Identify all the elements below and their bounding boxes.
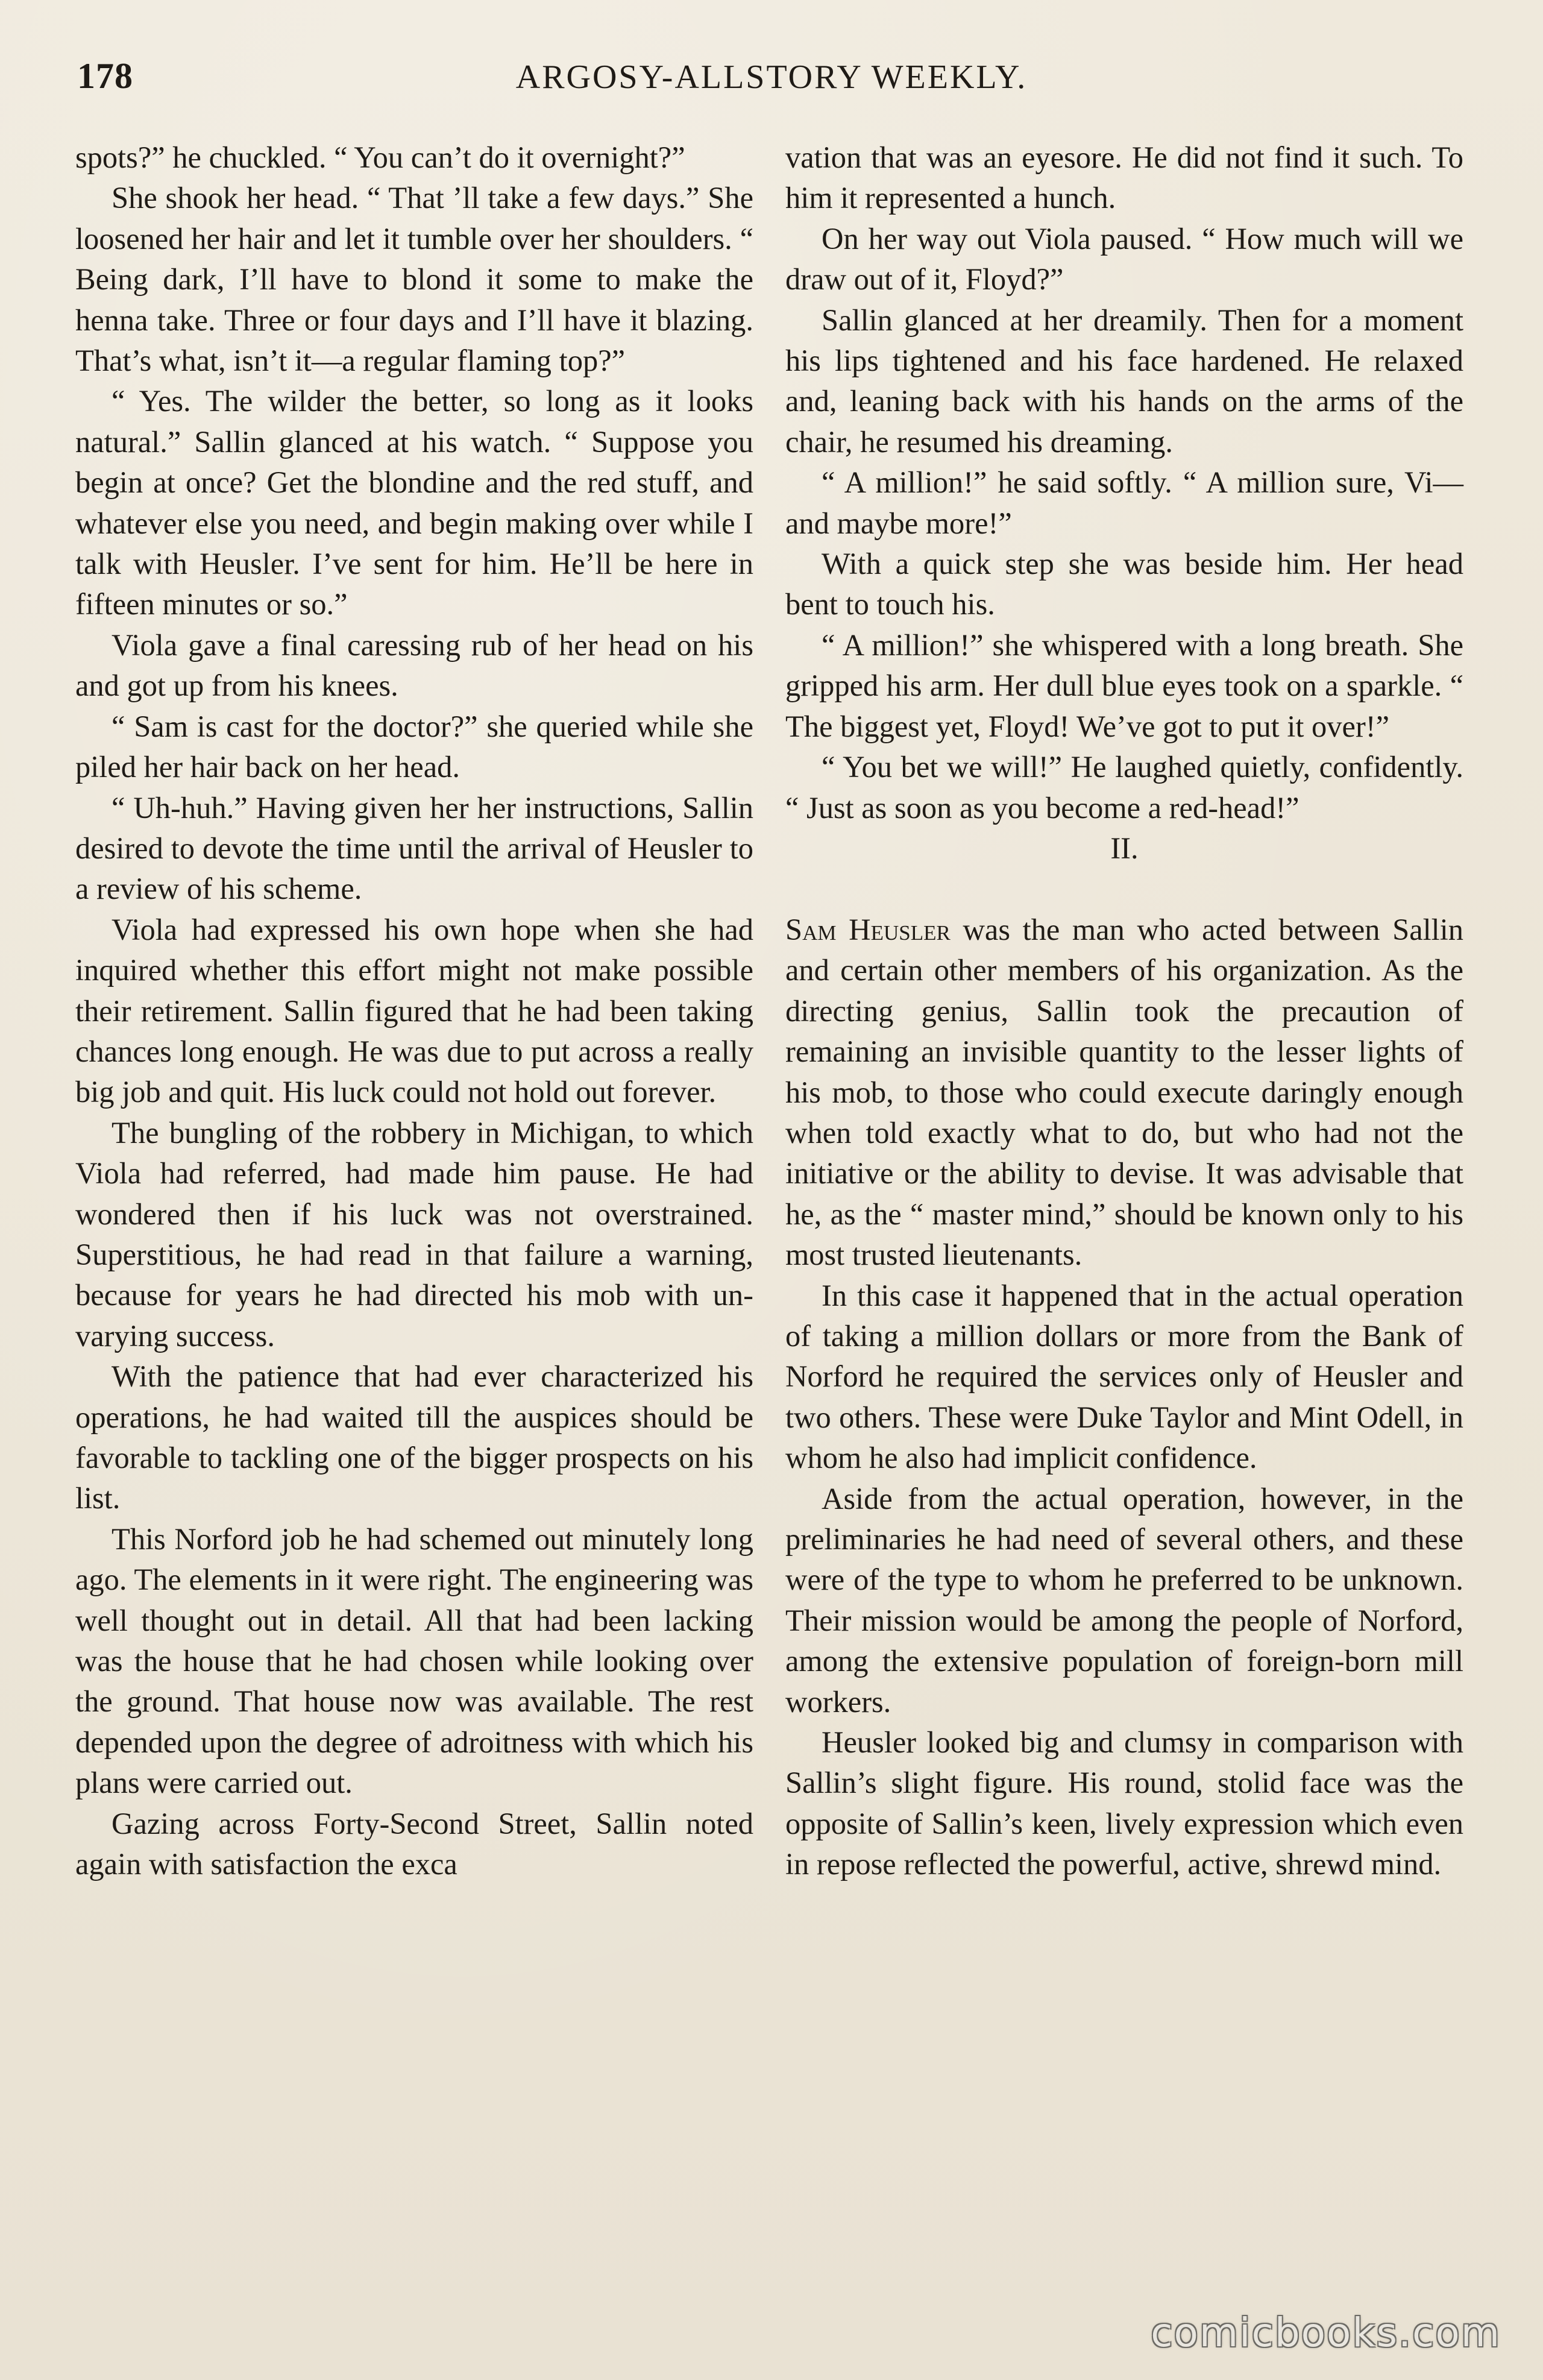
paragraph: Sallin glanced at her dreamily. Then for a moment his lips tightened and his face hardened. He relaxed and, leaning back with his hands on the arms of the chair, he resumed his dreaming. bbox=[785, 303, 1463, 459]
paragraph: “ You bet we will!” He laughed quietly, confidently. “ Just as soon as you become a red-head!” bbox=[785, 750, 1463, 825]
paragraph: The bungling of the robbery in Michigan, to which Viola had referred, had made him pause. He had wondered then if his luck was not overstrained. Superstitious, he had read in that failure a warning, because for years he had directed his mob with unvarying success. bbox=[75, 1115, 753, 1353]
left-column bbox=[75, 137, 753, 1884]
paragraph: “ Yes. The wilder the better, so long as it looks natural.” Sallin glanced at his watch. “ Suppose you begin at once? Get the blondine and the red stuff, and whatever else you need, and begin making over while I talk with Heusler. I’ve sent for him. He’ll be here in fifteen minutes or so.” bbox=[75, 384, 753, 622]
paragraph: Viola gave a final caressing rub of her head on his and got up from his knees. bbox=[75, 628, 753, 703]
lead-text: was the man who acted between Sallin and certain other members of his organization. As the directing genius, Sallin took the precaution of remaining an invisible quantity to the lesser lights of his mob, to those who could execute daringly enough when told exactly what to do, but who had not the initiative or the ability to devise. It was advisable that he, as the “ master mind,” should be known only to his most trusted lieutenants. bbox=[785, 912, 1463, 1272]
paragraph: Aside from the actual operation, however, in the preliminaries he had need of several others, and these were of the type to whom he preferred to be unknown. Their mission would be among the people of Norford, among the extensive population of foreign-born mill workers. bbox=[785, 1481, 1463, 1719]
page-number: 178 bbox=[77, 56, 133, 96]
page-header bbox=[72, 55, 1471, 110]
paragraph: Viola had expressed his own hope when she had inquired whether this effort might not make possible their retirement. Sallin figured that he had been taking chances long enough. He was due to put across a really big job and quit. His luck could not hold out forever. bbox=[75, 912, 753, 1109]
running-title: ARGOSY-ALLSTORY WEEKLY. bbox=[515, 58, 1028, 96]
section-heading: II. bbox=[1110, 831, 1139, 865]
paragraph: “ Uh-huh.” Having given her her instructions, Sallin desired to devote the time until the arrival of Heusler to a review of his scheme. bbox=[75, 790, 753, 906]
paragraph: Heusler looked big and clumsy in comparison with Sallin’s slight figure. His round, stolid face was the opposite of Sallin’s keen, lively expression which even in repose reflected the powerful, active, shrewd mind. bbox=[785, 1725, 1463, 1881]
watermark: comicbooks.com bbox=[1151, 2309, 1501, 2356]
paragraph: vation that was an eyesore. He did not find it such. To him it represented a hunch. bbox=[785, 140, 1463, 215]
paragraph: With the patience that had ever characterized his operations, he had waited till the auspices should be favorable to tackling one of the bigger prospects on his list. bbox=[75, 1359, 753, 1516]
paragraph: On her way out Viola paused. “ How much will we draw out of it, Floyd?” bbox=[785, 221, 1463, 297]
paragraph: With a quick step she was beside him. Her head bent to touch his. bbox=[785, 547, 1463, 622]
paragraph: She shook her head. “ That ’ll take a few days.” She loosened her hair and let it tumble over her shoulders. “ Being dark, I’ll have to blond it some to make the henna take. Three or four days and I’ll have it blazing. That’s what, isn’t it—a regular flaming top?” bbox=[75, 181, 753, 378]
paragraph: Gazing across Forty-Second Street, Sallin noted again with satisfaction the exca bbox=[75, 1806, 753, 1881]
right-column bbox=[785, 137, 1463, 1885]
paragraph: “ A million!” he said softly. “ A million sure, Vi—and maybe more!” bbox=[785, 465, 1463, 540]
paragraph: “ Sam is cast for the doctor?” she queried while she piled her hair back on her head. bbox=[75, 709, 753, 784]
paragraph: This Norford job he had schemed out minutely long ago. The elements in it were right. The engineering was well thought out in detail. All that had been lacking was the house that he had chosen while looking over the ground. That house now was available. The rest depended upon the degree of adroitness with which his plans were carried out. bbox=[75, 1522, 753, 1800]
paragraph: “ A million!” she whispered with a long breath. She gripped his arm. Her dull blue eyes took on a sparkle. “ The biggest yet, Floyd! We’ve got to put it over!” bbox=[785, 628, 1463, 743]
lead-name: Sam Heusler bbox=[785, 912, 951, 946]
paragraph: spots?” he chuckled. “ You can’t do it overnight?” bbox=[75, 140, 685, 174]
section-lead-paragraph bbox=[785, 910, 1463, 1276]
paragraph: In this case it happened that in the actual operation of taking a million dollars or more from the Bank of Norford he required the services only of Heusler and two others. These were Duke Taylor and Mint Odell, in whom he also had implicit confidence. bbox=[785, 1278, 1463, 1475]
